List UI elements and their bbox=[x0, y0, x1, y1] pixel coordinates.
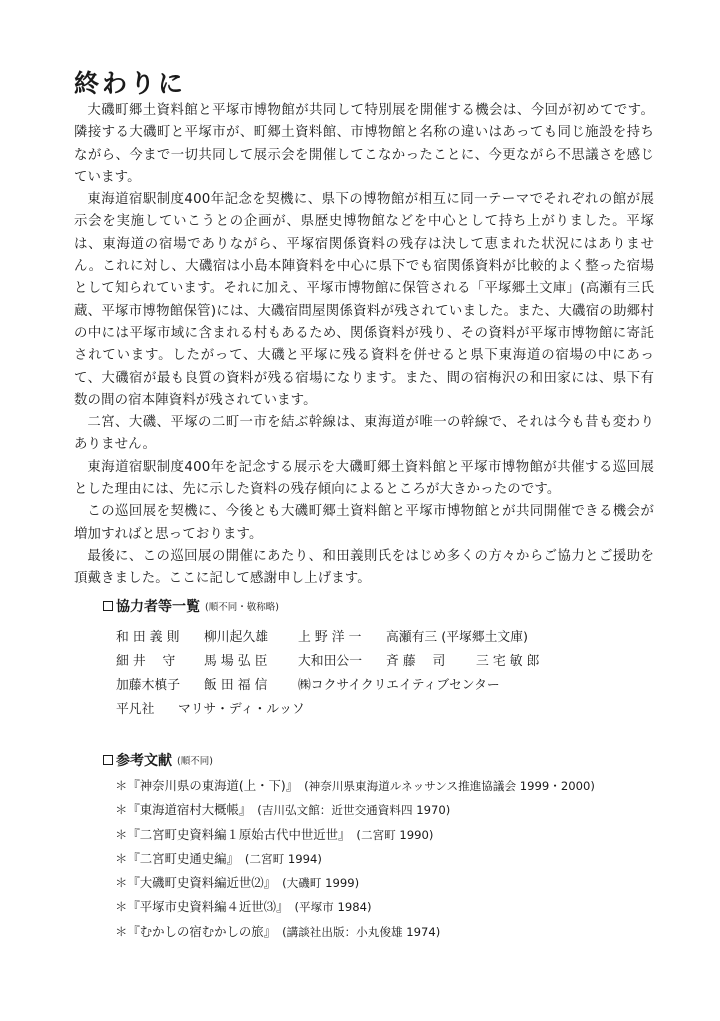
reference-title: ＊『平塚市史資料編４近世⑶』 bbox=[115, 899, 289, 915]
reference-note: (大磯町 1999) bbox=[282, 876, 360, 891]
contributor-name: 加藤木槙子 bbox=[116, 678, 180, 693]
contributor-name: 柳川起久雄 bbox=[204, 630, 268, 645]
reference-note: (平塚市 1984) bbox=[294, 900, 372, 915]
paragraph: 二宮、大磯、平塚の二町一市を結ぶ幹線は、東海道が唯一の幹線で、それは今も昔も変わりありません。 bbox=[74, 415, 654, 453]
reference-title: ＊『二宮町史資料編１原始古代中世近世』 bbox=[115, 826, 351, 842]
contributor-name: 斉 藤 司 bbox=[386, 654, 446, 669]
paragraph: 最後に、この巡回展の開催にあたり、和田義則氏をはじめ多くの方々からご協力とご援助を頂戴きました。ここに記して感謝申し上げます。 bbox=[74, 548, 654, 587]
contributor-name: ㈱コクサイクリエイティブセンター bbox=[298, 678, 500, 693]
contributor-name: 大和田公一 bbox=[298, 654, 362, 669]
contributors-list bbox=[103, 626, 540, 722]
reference-item bbox=[115, 847, 595, 871]
contributors-section bbox=[103, 596, 540, 722]
contributor-name: 平凡社 bbox=[116, 702, 155, 717]
contributor-row bbox=[116, 698, 305, 722]
contributor-row bbox=[116, 674, 500, 698]
paragraph: 大磯町郷土資料館と平塚市博物館が共同して特別展を開催する機会は、今回が初めてです。隣接する大磯町と平塚市が、町郷土資料館、市博物館と名称の違いはあっても同じ施設を持ちながら、今まで一切共同して展示会を開催してこなかったことに、今更ながら不思議さを感じています。 bbox=[74, 103, 654, 185]
contributor-name: 三 宅 敏 郎 bbox=[476, 654, 540, 669]
contributor-name: 馬 場 弘 臣 bbox=[204, 654, 268, 669]
reference-item bbox=[115, 774, 595, 798]
reference-item bbox=[115, 895, 595, 919]
page-title: 終わりに bbox=[74, 69, 187, 98]
square-bullet-icon bbox=[103, 601, 113, 611]
reference-title: ＊『東海道宿村大概帳』 bbox=[115, 802, 252, 818]
contributors-heading-text: 協力者等一覧 bbox=[116, 599, 200, 615]
contributors-heading bbox=[103, 596, 279, 616]
references-note: (順不同) bbox=[177, 756, 213, 767]
reference-item bbox=[115, 871, 595, 895]
contributor-name: 和 田 義 則 bbox=[116, 630, 180, 645]
contributor-name: マリサ・ディ・ルッソ bbox=[178, 702, 305, 717]
reference-item bbox=[115, 823, 595, 847]
references-heading bbox=[103, 750, 595, 770]
contributor-row bbox=[116, 626, 529, 650]
contributor-name: 上 野 洋 一 bbox=[298, 630, 362, 645]
contributors-note: (順不同・敬称略) bbox=[205, 602, 279, 613]
square-bullet-icon bbox=[103, 755, 113, 765]
reference-item bbox=[115, 798, 595, 822]
references-heading-text: 参考文献 bbox=[116, 753, 172, 769]
reference-note: (吉川弘文館：近世交通資料四 1970) bbox=[257, 803, 451, 818]
reference-title: ＊『神奈川県の東海道(上・下)』 bbox=[115, 778, 299, 793]
reference-title: ＊『二宮町史通史編』 bbox=[115, 850, 239, 866]
reference-item bbox=[115, 920, 595, 944]
contributor-name: 細 井 守 bbox=[116, 654, 176, 669]
body-text bbox=[74, 100, 654, 591]
paragraph: この巡回展を契機に、今後とも大磯町郷土資料館と平塚市博物館とが共同開催できる機会が増加すればと思っております。 bbox=[74, 504, 654, 542]
paragraph: 東海道宿駅制度400年を記念する展示を大磯町郷土資料館と平塚市博物館が共催する巡回展とした理由には、先に示した資料の残存傾向によるところが大きかったのです。 bbox=[74, 459, 654, 498]
reference-title: ＊『むかしの宿むかしの旅』 bbox=[115, 923, 277, 939]
references-section bbox=[103, 750, 595, 944]
contributor-name: 飯 田 福 信 bbox=[204, 678, 268, 693]
contributor-name: 高瀬有三 (平塚郷土文庫) bbox=[386, 630, 529, 645]
paragraph: 東海道宿駅制度400年記念を契機に、県下の博物館が相互に同一テーマでそれぞれの館が展示会を実施していこうとの企画が、県歴史博物館などを中心として持ち上がりました。平塚は、東海道の宿場でありながら、平塚宿関係資料の残存は決して恵まれた状況にはありません。これに対し、大磯宿は小島本陣資料を中心に県下でも宿関係資料が比較的よく整った宿場として知られています。それに加え、平塚市博物館に保管される「平塚郷土文庫」(高瀬有三氏蔵、平塚市博物館保管)には、大磯宿問屋関係資料が残されていました。また、大磯宿の助郷村の中には平塚市域に含まれる村もあるため、関係資料が残り、その資料が平塚市博物館に寄託されています。したがって、大磯と平塚に残る資料を併せると県下東海道の宿場の中にあって、大磯宿が最も良質の資料が残る宿場になります。また、間の宿梅沢の和田家には、県下有数の間の宿本陣資料が残されています。 bbox=[74, 192, 654, 408]
reference-note: (神奈川県東海道ルネッサンス推進協議会 1999・2000) bbox=[304, 779, 595, 793]
reference-note: (二宮町 1990) bbox=[356, 827, 434, 842]
references-list bbox=[103, 774, 595, 944]
reference-note: (二宮町 1994) bbox=[244, 851, 322, 866]
contributor-row bbox=[116, 650, 540, 674]
reference-title: ＊『大磯町史資料編近世⑵』 bbox=[115, 875, 277, 891]
reference-note: (講談社出版：小丸俊雄 1974) bbox=[282, 924, 441, 939]
